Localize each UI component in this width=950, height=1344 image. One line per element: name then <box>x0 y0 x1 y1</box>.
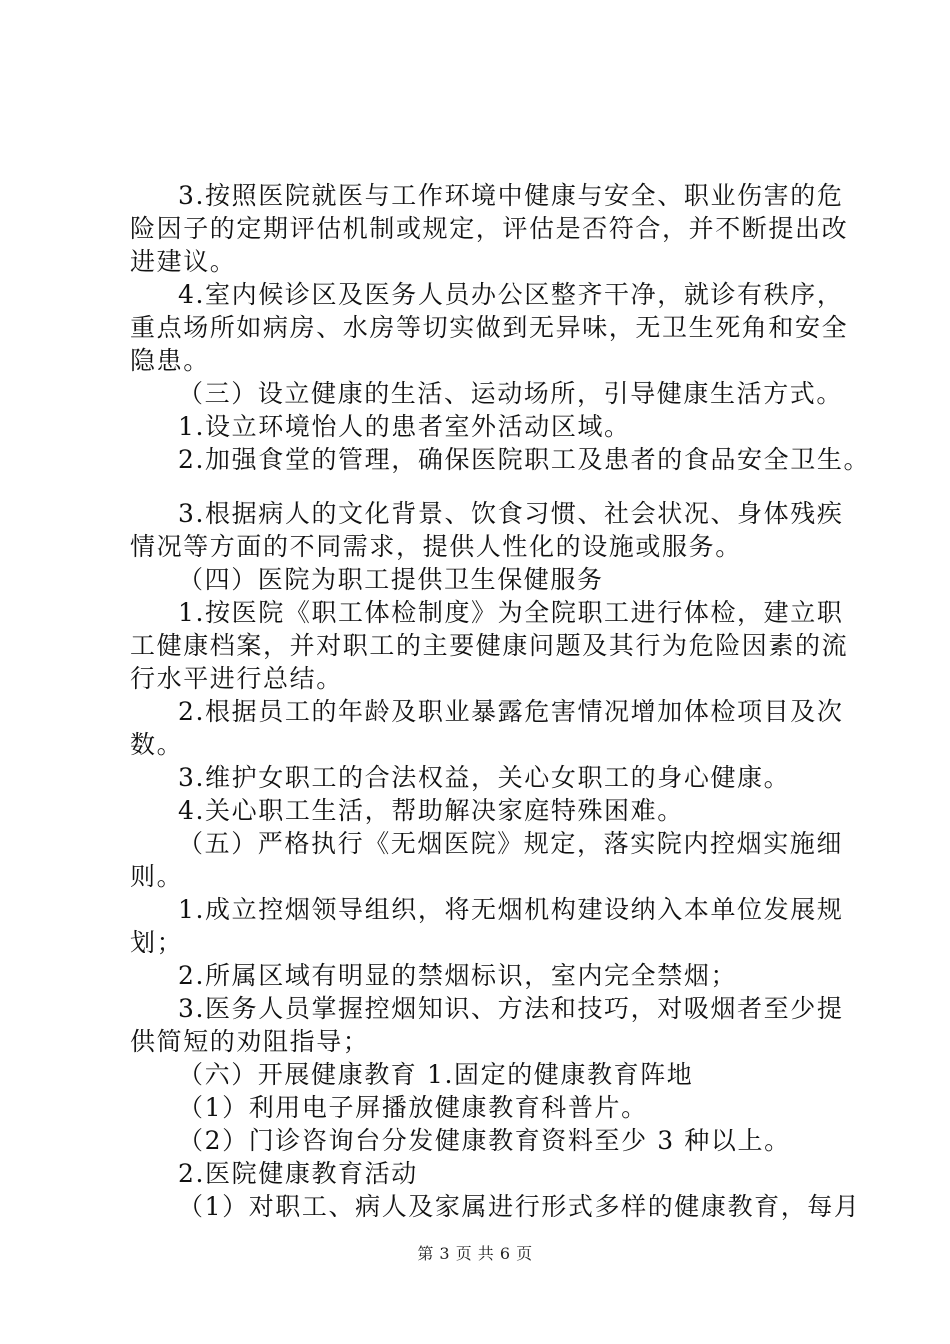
text-line: 情况等方面的不同需求，提供人性化的设施或服务。 <box>130 532 742 561</box>
text-line: 2.医院健康教育活动 <box>178 1159 418 1188</box>
text-line: （1）利用电子屏播放健康教育科普片。 <box>178 1093 648 1122</box>
section-heading: （四）医院为职工提供卫生保健服务 <box>178 565 604 594</box>
section-heading: （五）严格执行《无烟医院》规定，落实院内控烟实施细 <box>178 829 844 858</box>
section-heading: （六）开展健康教育 1.固定的健康教育阵地 <box>178 1060 694 1089</box>
text-line: 1.按医院《职工体检制度》为全院职工进行体检，建立职 <box>178 598 844 627</box>
text-line: 2.所属区域有明显的禁烟标识，室内完全禁烟； <box>178 961 738 990</box>
text-line: 2.根据员工的年龄及职业暴露危害情况增加体检项目及次 <box>178 697 844 726</box>
text-line: 划； <box>130 928 184 957</box>
text-line: 4.关心职工生活，帮助解决家庭特殊困难。 <box>178 796 684 825</box>
text-line: 1.成立控烟领导组织，将无烟机构建设纳入本单位发展规 <box>178 895 844 924</box>
text-line: 4.室内候诊区及医务人员办公区整齐干净，就诊有秩序， <box>178 280 844 309</box>
text-line: 则。 <box>130 862 184 891</box>
text-line: 隐患。 <box>130 346 210 375</box>
text-line: 进建议。 <box>130 247 237 276</box>
text-line: 1.设立环境怡人的患者室外活动区域。 <box>178 412 631 441</box>
text-line: 数。 <box>130 730 184 759</box>
text-line: 行水平进行总结。 <box>130 664 343 693</box>
text-line: 2.加强食堂的管理，确保医院职工及患者的食品安全卫生。 <box>178 445 871 474</box>
text-line: 险因子的定期评估机制或规定，评估是否符合，并不断提出改 <box>130 214 849 243</box>
text-line: 3.维护女职工的合法权益，关心女职工的身心健康。 <box>178 763 791 792</box>
text-line: （1）对职工、病人及家属进行形式多样的健康教育，每月 <box>178 1192 861 1221</box>
text-line: 重点场所如病房、水房等切实做到无异味，无卫生死角和安全 <box>130 313 849 342</box>
section-heading: （三）设立健康的生活、运动场所，引导健康生活方式。 <box>178 379 844 408</box>
text-line: （2）门诊咨询台分发健康教育资料至少 3 种以上。 <box>178 1126 791 1155</box>
text-line: 3.医务人员掌握控烟知识、方法和技巧，对吸烟者至少提 <box>178 994 844 1023</box>
text-line: 供简短的劝阻指导； <box>130 1027 370 1056</box>
text-line: 3.按照医院就医与工作环境中健康与安全、职业伤害的危 <box>178 181 844 210</box>
text-line: 3.根据病人的文化背景、饮食习惯、社会状况、身体残疾 <box>178 499 844 528</box>
page-number: 第 3 页 共 6 页 <box>417 1244 533 1263</box>
text-line: 工健康档案，并对职工的主要健康问题及其行为危险因素的流 <box>130 631 849 660</box>
